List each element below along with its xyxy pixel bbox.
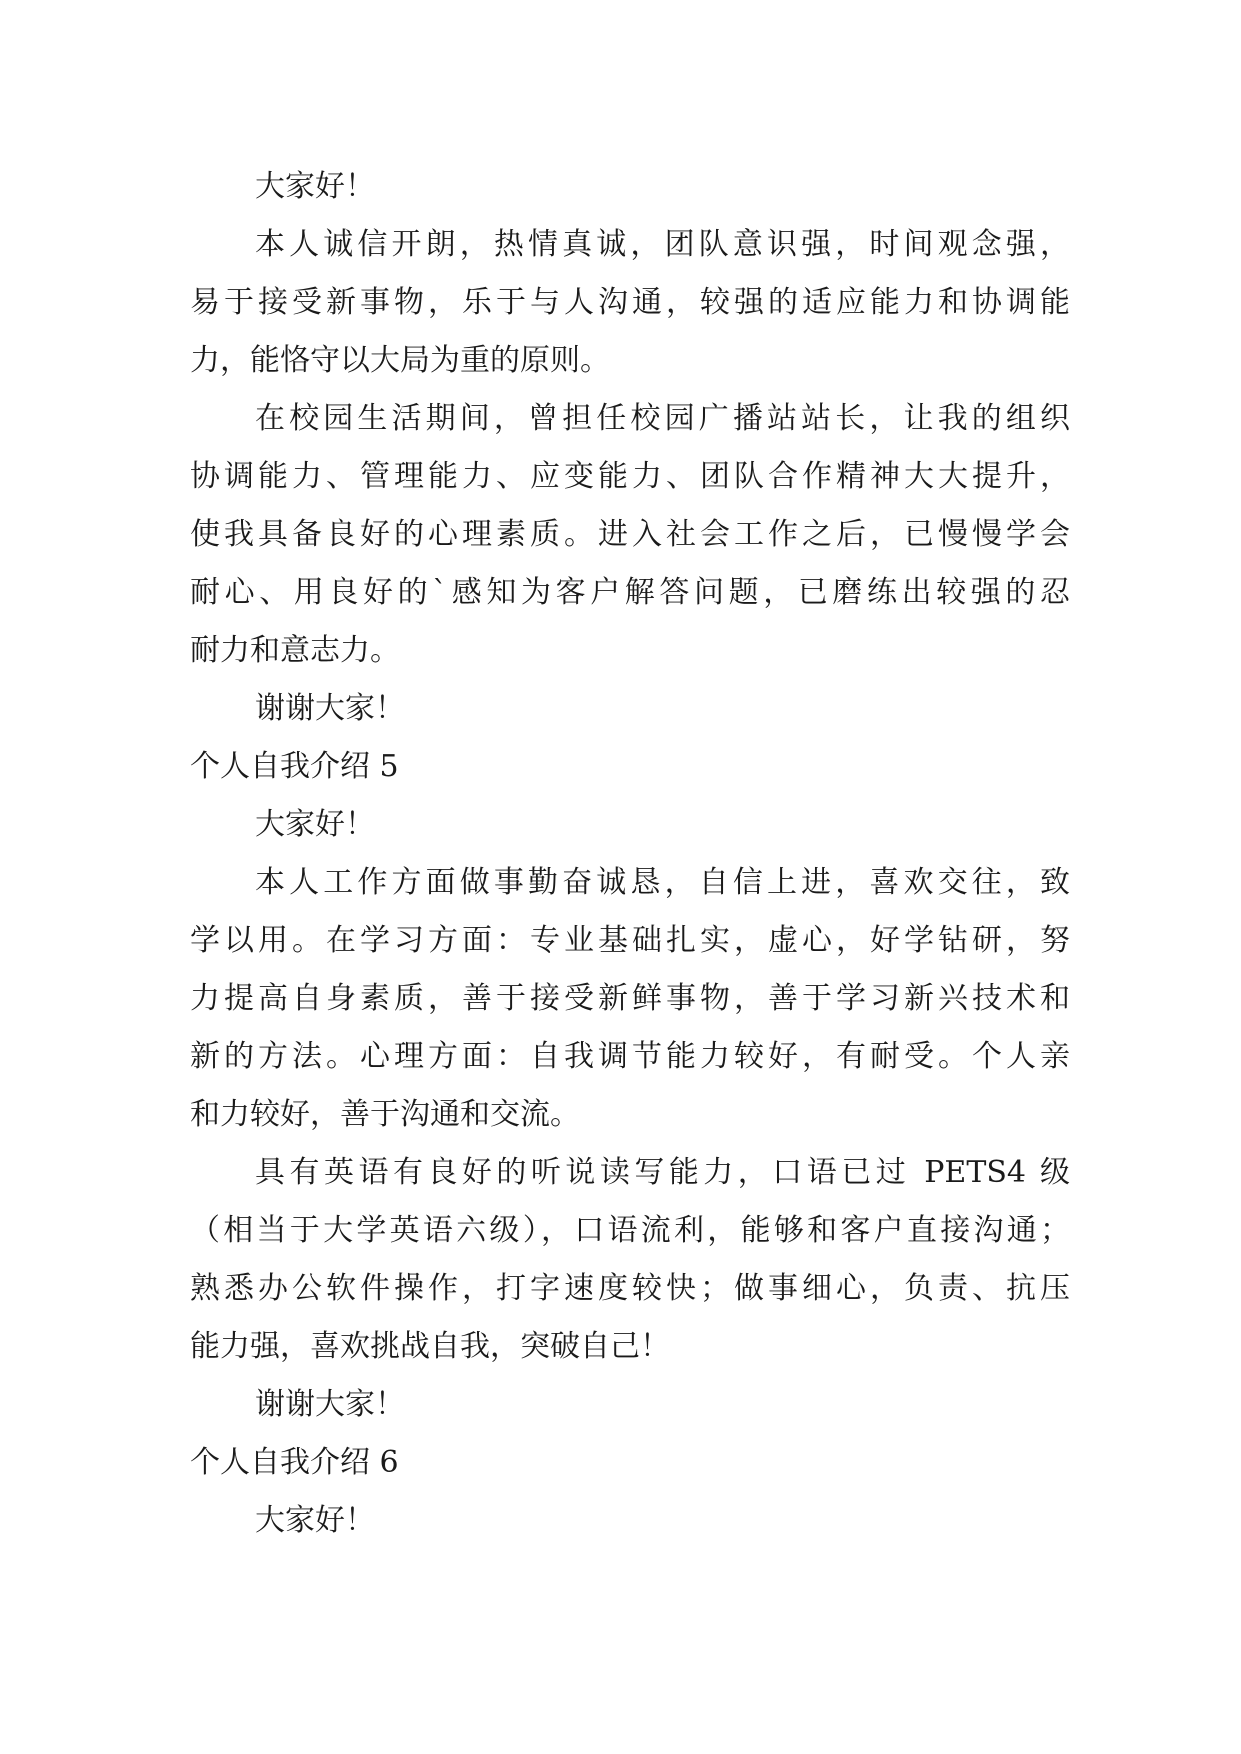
paragraph-line: 耐力和意志力。: [190, 633, 400, 668]
document-body: [190, 158, 1070, 1550]
paragraph-line: 使我具备良好的心理素质。进入社会工作之后，已慢慢学会: [190, 517, 1070, 552]
paragraph-line: 和力较好，善于沟通和交流。: [190, 1097, 580, 1132]
paragraph-line: 在校园生活期间，曾担任校园广播站站长，让我的组织: [255, 401, 1070, 436]
paragraph-line: 耐心、用良好的`感知为客户解答问题，已磨练出较强的忍: [190, 575, 1070, 610]
section-heading: 个人自我介绍 5: [190, 749, 399, 784]
paragraph-line: 本人工作方面做事勤奋诚恳，自信上进，喜欢交往，致: [255, 865, 1070, 900]
closing-line: 谢谢大家！: [255, 1387, 405, 1422]
paragraph-line: 学以用。在学习方面：专业基础扎实，虚心，好学钻研，努: [190, 923, 1070, 958]
closing-line: 谢谢大家！: [255, 691, 405, 726]
greeting: 大家好！: [255, 1503, 375, 1538]
paragraph-line: 本人诚信开朗，热情真诚，团队意识强，时间观念强，: [255, 227, 1070, 262]
paragraph-line: 力提高自身素质，善于接受新鲜事物，善于学习新兴技术和: [190, 981, 1070, 1016]
greeting: 大家好！: [255, 807, 375, 842]
paragraph-line: 力，能恪守以大局为重的原则。: [190, 343, 610, 378]
paragraph-line: 新的方法。心理方面：自我调节能力较好，有耐受。个人亲: [190, 1039, 1070, 1074]
section-heading: 个人自我介绍 6: [190, 1445, 399, 1480]
paragraph-line: 协调能力、管理能力、应变能力、团队合作精神大大提升，: [190, 459, 1070, 494]
paragraph-line: 熟悉办公软件操作，打字速度较快；做事细心，负责、抗压: [190, 1271, 1070, 1306]
paragraph-line: 易于接受新事物，乐于与人沟通，较强的适应能力和协调能: [190, 285, 1070, 320]
greeting: 大家好！: [255, 169, 375, 204]
paragraph-line: （相当于大学英语六级），口语流利，能够和客户直接沟通；: [190, 1213, 1070, 1248]
paragraph-line: 能力强，喜欢挑战自我，突破自己！: [190, 1329, 670, 1364]
paragraph-line: 具有英语有良好的听说读写能力，口语已过 PETS4 级: [255, 1155, 1070, 1190]
